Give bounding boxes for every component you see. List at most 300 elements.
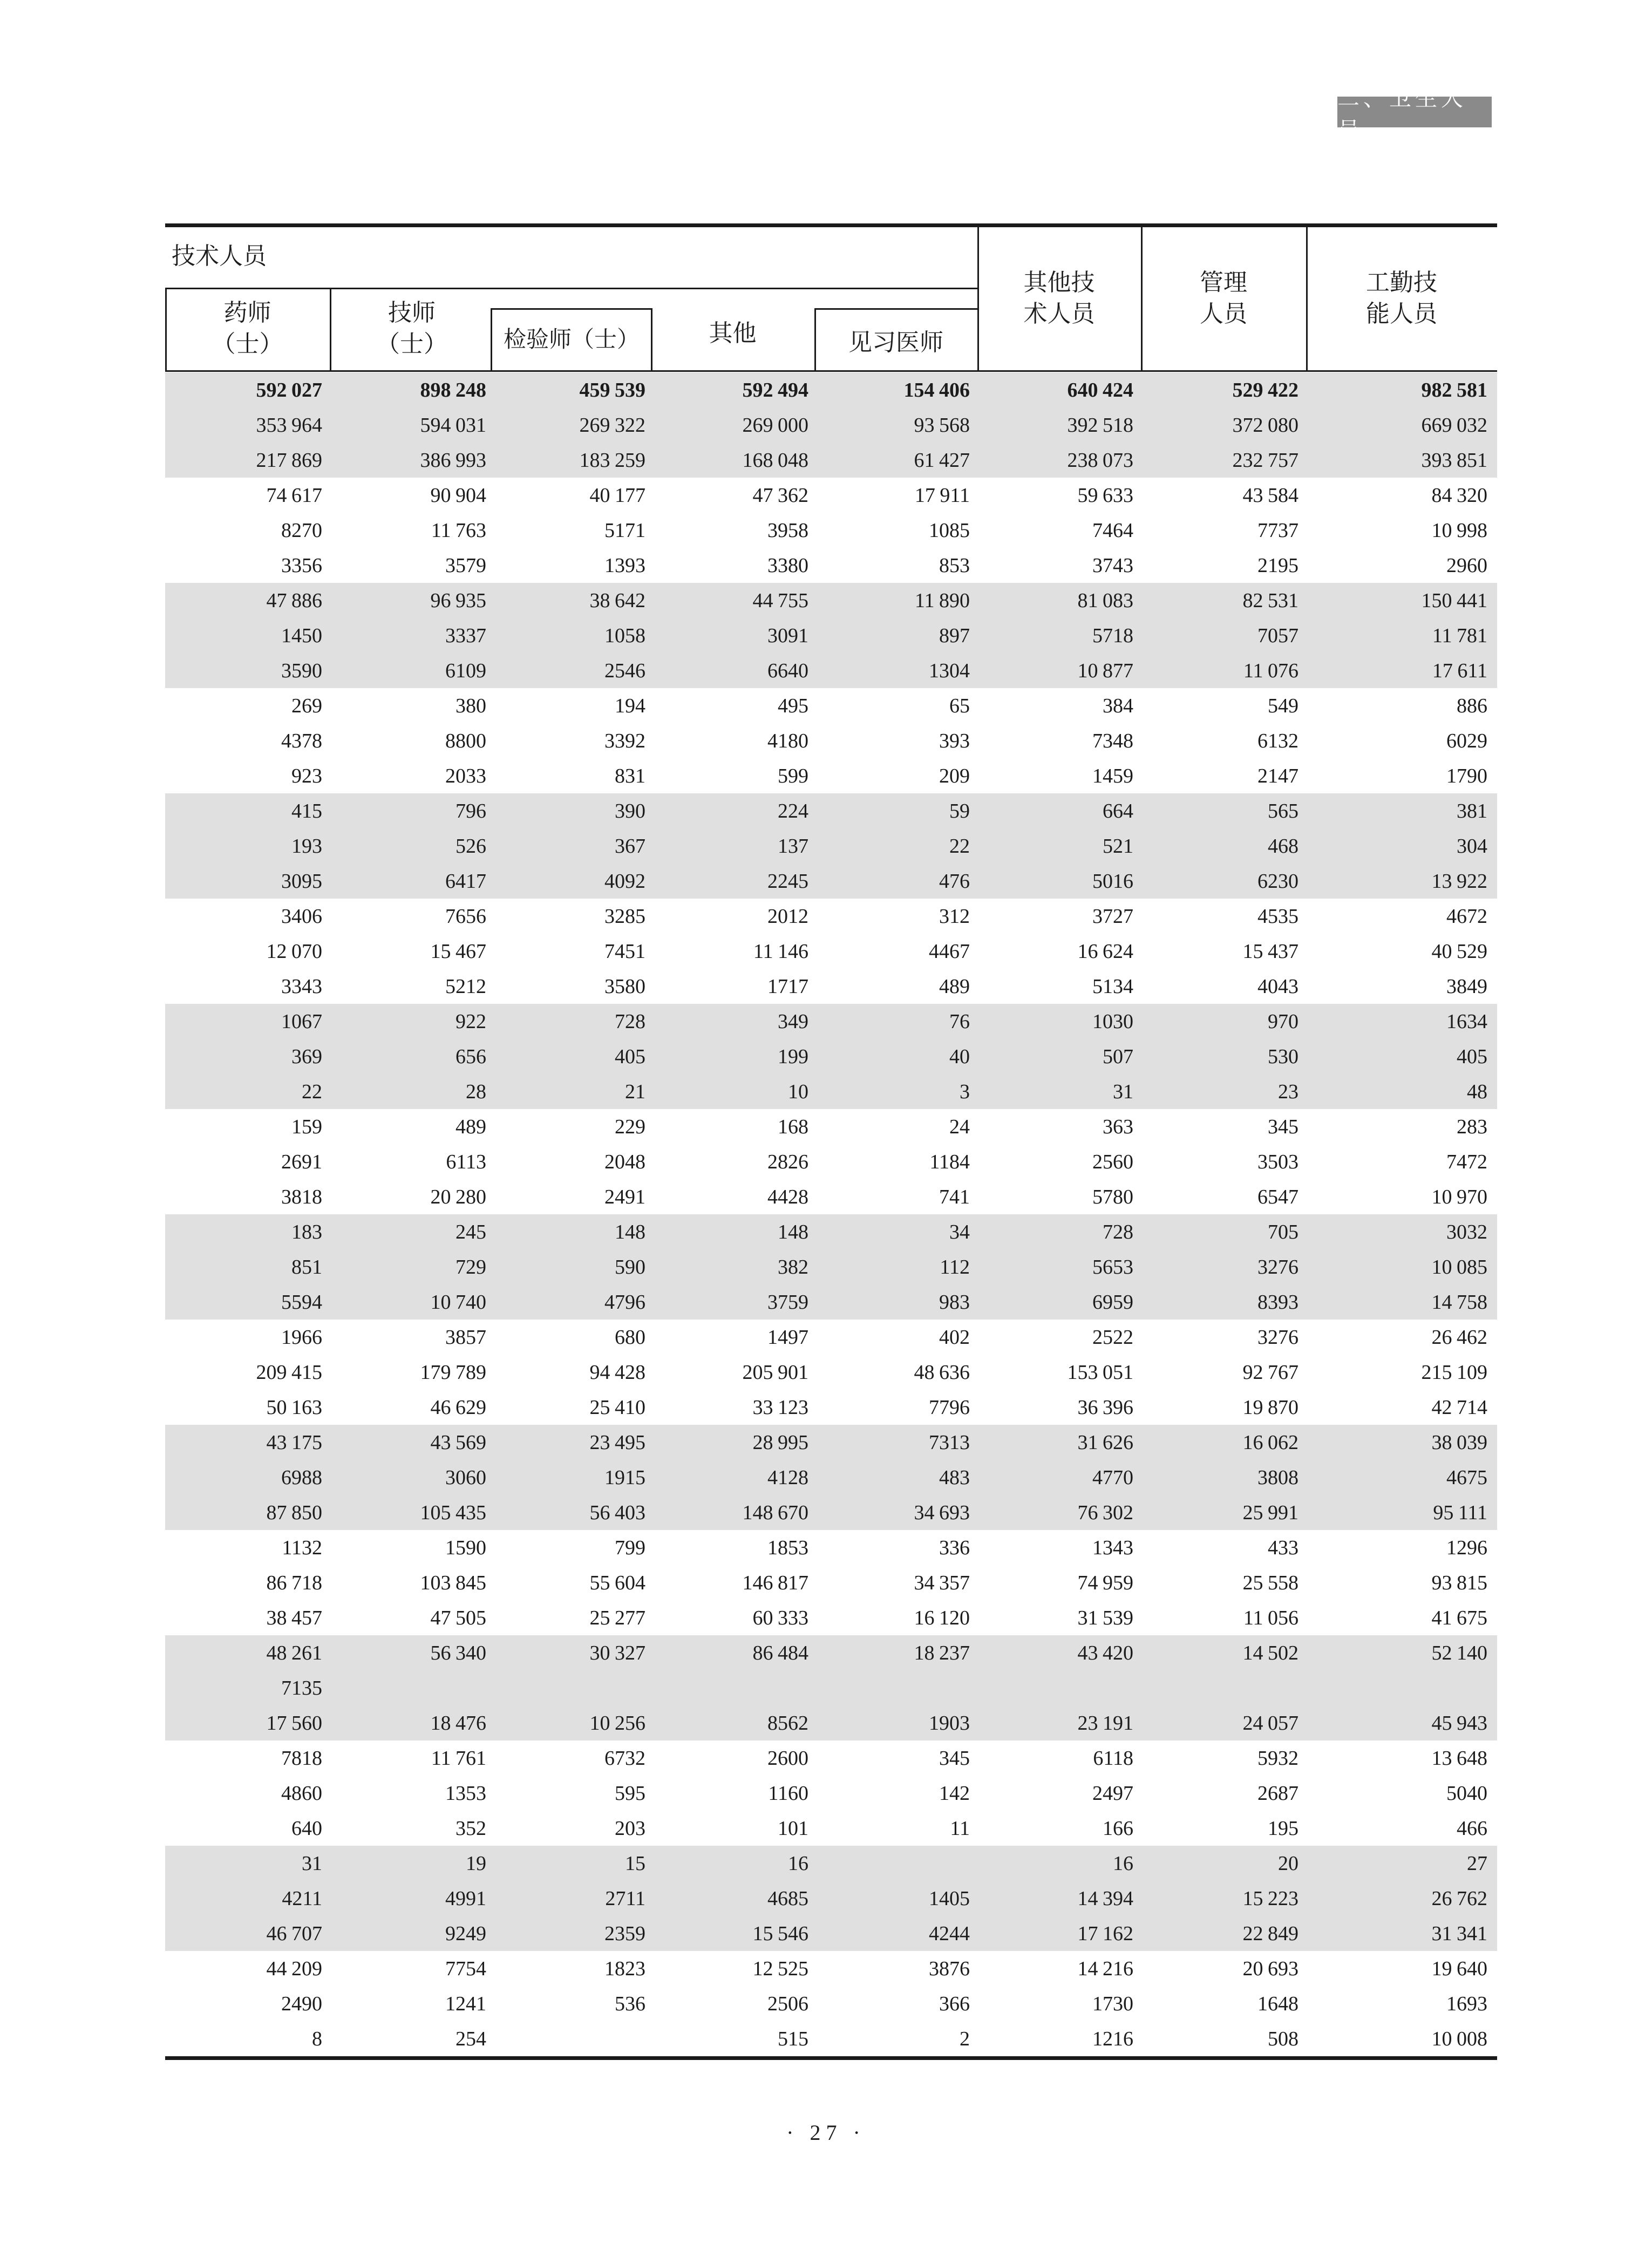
header-technician-line2: （士） [376,331,447,358]
table-row [165,1881,1497,1916]
table-cell: 10 256 [589,1711,645,1735]
table-cell: 11 [950,1817,970,1840]
header-trainee-doctor: 见习医师 [848,329,943,356]
table-cell: 101 [778,1817,808,1840]
table-cell: 82 531 [1242,589,1299,612]
table-cell: 507 [1103,1045,1133,1068]
table-row [165,443,1497,478]
table-cell: 103 845 [420,1571,486,1594]
table-cell: 11 761 [431,1746,486,1770]
table-cell: 11 076 [1243,659,1299,682]
table-cell: 16 [788,1852,808,1875]
table-cell: 168 048 [742,448,808,472]
table-cell: 61 427 [914,448,970,472]
table-cell: 26 462 [1431,1325,1487,1349]
header-technical-personnel: 技术人员 [172,243,267,269]
table-cell: 3343 [281,975,322,998]
table-cell: 1132 [282,1536,322,1559]
table-cell: 3356 [281,554,322,577]
table-cell: 4043 [1257,975,1299,998]
table-cell: 1184 [929,1150,970,1173]
table-cell [816,1670,977,1705]
table-cell: 1634 [1446,1010,1487,1033]
table-cell: 14 394 [1077,1887,1133,1910]
table-cell: 549 [1268,694,1299,717]
table-cell: 6417 [445,869,486,893]
table-cell: 3285 [604,905,645,928]
table-cell: 536 [615,1992,645,2015]
table-cell [977,1670,1141,1705]
table-cell: 7464 [1092,519,1133,542]
table-row [165,828,1497,864]
table-cell: 6959 [1092,1290,1133,1314]
table-row [165,1460,1497,1495]
table-cell: 2522 [1092,1325,1133,1349]
table-row [165,548,1497,583]
table-row [165,688,1497,723]
table-cell: 366 [939,1992,970,2015]
table-cell: 3091 [767,624,808,647]
table-cell: 15 546 [752,1922,808,1945]
table-cell: 3727 [1092,905,1133,928]
table-cell: 405 [1457,1045,1487,1068]
table-cell: 983 [939,1290,970,1314]
table-cell: 84 320 [1431,484,1487,507]
table-cell: 11 781 [1432,624,1487,647]
table-cell: 15 437 [1242,940,1299,963]
table-cell: 352 [456,1817,486,1840]
table-cell: 565 [1268,799,1299,822]
table-cell: 38 039 [1431,1431,1487,1454]
table-cell: 36 396 [1077,1396,1133,1419]
header-other: 其他 [709,320,757,346]
table-cell: 18 476 [430,1711,486,1735]
table-cell: 495 [778,694,808,717]
table-cell: 529 422 [1232,378,1299,402]
table-cell: 590 [615,1255,645,1279]
table-cell: 3759 [767,1290,808,1314]
table-cell: 10 740 [430,1290,486,1314]
table-cell: 353 964 [256,413,322,437]
header-other-technical-line1: 其他技 [1023,269,1095,296]
table-cell: 60 333 [752,1606,808,1629]
table-cell: 3743 [1092,554,1133,577]
table-row [165,1039,1497,1074]
table-cell: 2506 [767,1992,808,2015]
table-cell: 94 428 [589,1361,645,1384]
table-cell: 76 [949,1010,970,1033]
table-cell: 489 [939,975,970,998]
table-cell: 1353 [445,1782,486,1805]
table-cell: 238 073 [1067,448,1133,472]
table-cell: 1304 [929,659,970,682]
table-cell: 599 [778,764,808,787]
table-cell: 390 [615,799,645,822]
table-cell: 14 502 [1242,1641,1299,1664]
table-cell: 433 [1268,1536,1299,1559]
table-cell: 592 494 [742,378,808,402]
table-cell: 55 604 [589,1571,645,1594]
table-row [165,1425,1497,1460]
table-cell: 521 [1103,834,1133,858]
header-management-line1: 管理 [1200,269,1247,296]
table-cell: 40 177 [589,484,645,507]
table-cell: 34 [949,1220,970,1243]
table-cell: 6118 [1093,1746,1133,1770]
table-row [165,1670,1497,1705]
table-cell: 363 [1103,1115,1133,1138]
table-cell: 4428 [767,1185,808,1208]
table-cell: 26 762 [1431,1887,1487,1910]
table-row [165,2021,1497,2056]
table-cell: 87 850 [266,1501,322,1524]
table-cell: 3579 [445,554,486,577]
table-cell: 6640 [767,659,808,682]
header-other-technical-line2: 术人员 [1023,301,1095,328]
table-cell: 1648 [1257,1992,1299,2015]
table-cell: 81 083 [1077,589,1133,612]
table-cell: 2195 [1257,554,1299,577]
table-cell: 183 [291,1220,322,1243]
table-cell: 65 [949,694,970,717]
table-cell: 1058 [604,624,645,647]
table-cell: 4092 [604,869,645,893]
table-row [165,864,1497,899]
table-cell: 47 886 [266,589,322,612]
table-cell: 19 870 [1242,1396,1299,1419]
table-cell: 15 467 [430,940,486,963]
table-cell: 56 340 [430,1641,486,1664]
table-cell: 640 [291,1817,322,1840]
table-cell: 5594 [281,1290,322,1314]
table-row [165,1004,1497,1039]
table-cell: 7135 [281,1676,322,1699]
table-cell: 799 [615,1536,645,1559]
table-cell: 46 707 [266,1922,322,1945]
table-cell: 898 248 [420,378,486,402]
table-cell: 7818 [281,1746,322,1770]
table-cell: 22 [302,1080,322,1103]
table-cell: 9249 [445,1922,486,1945]
table-cell: 7656 [445,905,486,928]
table-cell: 530 [1268,1045,1299,1068]
table-cell: 209 415 [256,1361,322,1384]
table-row [165,723,1497,758]
table-cell: 28 995 [752,1431,808,1454]
header-management-line2: 人员 [1200,301,1247,328]
table-cell: 148 [615,1220,645,1243]
table-cell: 44 755 [752,589,808,612]
table-cell: 8800 [445,729,486,752]
table-row [165,1495,1497,1530]
table-row [165,969,1497,1004]
header-pharmacist-line1: 药师 [223,300,271,326]
table-cell: 19 [466,1852,486,1875]
table-row [165,1249,1497,1284]
table-cell: 526 [456,834,486,858]
table-cell: 4128 [767,1466,808,1489]
table-cell: 41 675 [1431,1606,1487,1629]
table-cell: 46 629 [430,1396,486,1419]
table-cell: 40 [949,1045,970,1068]
table-row [165,1741,1497,1776]
table-cell: 656 [456,1045,486,1068]
table-row [165,1144,1497,1179]
table-cell: 4378 [281,729,322,752]
table-cell: 31 626 [1077,1431,1133,1454]
table-cell: 594 031 [420,413,486,437]
table-cell: 7796 [929,1396,970,1419]
table-cell: 11 890 [914,589,970,612]
table-cell: 2147 [1257,764,1299,787]
personnel-data-table [165,372,1497,2056]
table-cell [1141,1670,1306,1705]
table-cell: 2560 [1092,1150,1133,1173]
table-row [165,1951,1497,1986]
table-cell: 269 000 [742,413,808,437]
table-cell: 459 539 [579,378,645,402]
table-cell: 193 [291,834,322,858]
table-cell: 508 [1268,2027,1299,2050]
table-cell: 44 209 [266,1957,322,1980]
table-cell: 372 080 [1232,413,1299,437]
table-cell: 2960 [1446,554,1487,577]
table-cell: 2033 [445,764,486,787]
table-cell: 34 357 [914,1571,970,1594]
table-cell: 17 911 [914,484,970,507]
table-cell: 28 [466,1080,486,1103]
table-cell: 5653 [1092,1255,1133,1279]
table-cell: 6109 [445,659,486,682]
table-row [165,1635,1497,1670]
lab-box-top-border [491,308,652,310]
table-cell: 336 [939,1536,970,1559]
table-cell: 4675 [1446,1466,1487,1489]
table-cell: 203 [615,1817,645,1840]
table-cell: 11 056 [1243,1606,1299,1629]
table-row [165,1916,1497,1951]
header-lab-technician: 检验师（士） [503,328,640,352]
table-row [165,618,1497,653]
table-cell: 405 [615,1045,645,1068]
table-cell: 10 877 [1077,659,1133,682]
table-cell: 1903 [929,1711,970,1735]
table-cell: 42 714 [1431,1396,1487,1419]
table-cell: 24 [949,1115,970,1138]
table-cell: 2491 [604,1185,645,1208]
table-cell: 43 584 [1242,484,1299,507]
table-cell: 3 [960,1080,970,1103]
table-cell: 1241 [445,1992,486,2015]
table-cell: 2359 [604,1922,645,1945]
table-cell: 1160 [768,1782,808,1805]
table-cell: 269 322 [579,413,645,437]
table-cell: 8393 [1257,1290,1299,1314]
table-cell: 4796 [604,1290,645,1314]
table-cell: 10 008 [1431,2027,1487,2050]
table-cell: 1343 [1092,1536,1133,1559]
table-cell: 392 518 [1067,413,1133,437]
table-cell: 31 341 [1431,1922,1487,1945]
table-cell: 195 [1268,1817,1299,1840]
table-cell: 50 163 [266,1396,322,1419]
table-cell: 6230 [1257,869,1299,893]
table-cell: 5134 [1092,975,1133,998]
table-cell: 48 261 [266,1641,322,1664]
table-row [165,1109,1497,1144]
table-cell: 245 [456,1220,486,1243]
table-cell: 476 [939,869,970,893]
table-cell: 24 057 [1242,1711,1299,1735]
table-cell: 209 [939,764,970,787]
table-cell: 1296 [1446,1536,1487,1559]
table-cell: 146 817 [742,1571,808,1594]
table-cell: 402 [939,1325,970,1349]
table-cell: 7313 [929,1431,970,1454]
table-row [165,1179,1497,1214]
table-cell: 1216 [1092,2027,1133,2050]
table-cell: 7451 [604,940,645,963]
table-cell: 10 970 [1431,1185,1487,1208]
table-cell: 1730 [1092,1992,1133,2015]
table-cell: 5718 [1092,624,1133,647]
table-cell: 640 424 [1067,378,1133,402]
table-cell: 1030 [1092,1010,1133,1033]
table-cell: 4672 [1446,905,1487,928]
table-cell: 369 [291,1045,322,1068]
table-row [165,1390,1497,1425]
table-cell: 3276 [1257,1325,1299,1349]
header-logistics-line2: 能人员 [1366,301,1437,328]
header-technician [330,297,494,360]
table-cell: 3095 [281,869,322,893]
table-cell: 194 [615,694,645,717]
table-cell: 31 [1113,1080,1133,1103]
table-cell: 17 611 [1432,659,1487,682]
table-cell: 2245 [767,869,808,893]
header-pharmacist [165,297,330,360]
table-cell: 3503 [1257,1150,1299,1173]
table-row [165,1846,1497,1881]
table-cell: 664 [1103,799,1133,822]
table-cell: 154 406 [903,378,970,402]
table-cell: 23 495 [589,1431,645,1454]
table-cell: 3590 [281,659,322,682]
table-cell: 56 403 [589,1501,645,1524]
table-cell: 3808 [1257,1466,1299,1489]
table-cell: 3060 [445,1466,486,1489]
table-cell: 23 191 [1077,1711,1133,1735]
table-cell: 729 [456,1255,486,1279]
trainee-box-top-border [814,308,977,310]
table-cell: 4991 [445,1887,486,1910]
table-cell: 10 085 [1431,1255,1487,1279]
table-cell: 7057 [1257,624,1299,647]
table-cell: 148 [778,1220,808,1243]
table-cell: 1590 [445,1536,486,1559]
table-cell: 3337 [445,624,486,647]
table-cell: 38 642 [589,589,645,612]
table-row [165,1811,1497,1846]
table-cell: 2687 [1257,1782,1299,1805]
table-cell: 43 420 [1077,1641,1133,1664]
table-cell: 4211 [282,1887,322,1910]
table-row [165,1600,1497,1635]
table-cell: 12 070 [266,940,322,963]
table-cell: 8 [312,2027,322,2050]
table-cell: 25 277 [589,1606,645,1629]
table-cell: 112 [940,1255,970,1279]
table-cell: 183 259 [579,448,645,472]
table-row [165,1214,1497,1249]
table-cell: 1693 [1446,1992,1487,2015]
table-cell: 166 [1103,1817,1133,1840]
table-cell: 31 [302,1852,322,1875]
table-cell: 3857 [445,1325,486,1349]
header-bottom-border [165,370,1497,372]
table-cell: 4180 [767,729,808,752]
table-cell: 93 568 [914,413,970,437]
table-cell: 5932 [1257,1746,1299,1770]
table-cell: 4535 [1257,905,1299,928]
table-cell: 16 062 [1242,1431,1299,1454]
table-cell: 153 051 [1067,1361,1133,1384]
table-cell: 831 [615,764,645,787]
table-cell: 95 111 [1433,1501,1487,1524]
table-cell: 393 851 [1421,448,1487,472]
table-cell: 6113 [446,1150,486,1173]
table-cell: 468 [1268,834,1299,858]
table-cell: 25 558 [1242,1571,1299,1594]
table-cell: 1393 [604,554,645,577]
table-cell: 741 [939,1185,970,1208]
table-cell: 3380 [767,554,808,577]
table-cell: 76 302 [1077,1501,1133,1524]
table-cell: 489 [456,1115,486,1138]
table-cell: 1717 [767,975,808,998]
table-cell: 38 457 [266,1606,322,1629]
table-cell: 345 [1268,1115,1299,1138]
table-cell: 199 [778,1045,808,1068]
table-cell: 229 [615,1115,645,1138]
table-row [165,1705,1497,1741]
table-cell: 15 223 [1242,1887,1299,1910]
table-cell: 367 [615,834,645,858]
table-cell: 515 [778,2027,808,2050]
table-cell: 386 993 [420,448,486,472]
table-cell: 20 693 [1242,1957,1299,1980]
table-cell: 254 [456,2027,486,2050]
table-cell: 48 [1467,1080,1487,1103]
table-cell: 20 [1278,1852,1299,1875]
table-cell: 8270 [281,519,322,542]
table-row [165,1320,1497,1355]
table-cell: 33 123 [752,1396,808,1419]
table-cell: 7737 [1257,519,1299,542]
table-cell: 728 [1103,1220,1133,1243]
table-cell: 2490 [281,1992,322,2015]
table-cell: 886 [1457,694,1487,717]
table-cell: 92 767 [1242,1361,1299,1384]
table-cell: 59 633 [1077,484,1133,507]
header-management [1141,267,1306,330]
table-cell: 224 [778,799,808,822]
table-cell: 59 [949,799,970,822]
table-cell: 13 648 [1431,1746,1487,1770]
table-cell: 43 175 [266,1431,322,1454]
table-cell: 25 991 [1242,1501,1299,1524]
table-cell: 11 146 [753,940,808,963]
